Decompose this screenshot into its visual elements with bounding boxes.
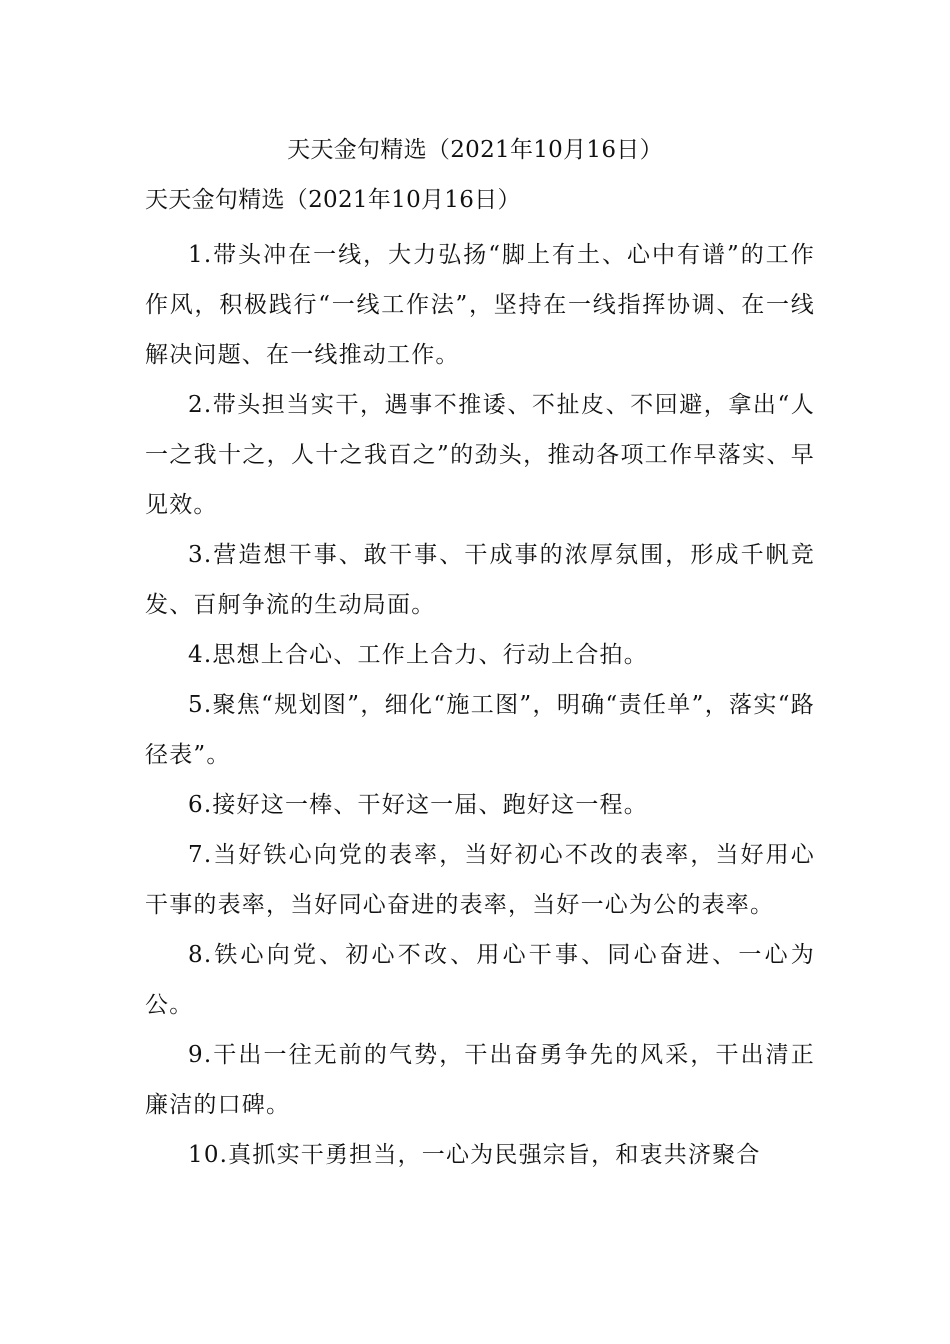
quote-item-2: 2.带头担当实干，遇事不推诿、不扯皮、不回避，拿出“人一之我十之，人十之我百之”的劲头，推动各项工作早落实、早见效。 [145,392,815,518]
quote-item-7: 7.当好铁心向党的表率，当好初心不改的表率，当好用心干事的表率，当好同心奋进的表率，当好一心为公的表率。 [145,842,815,918]
quote-item-8: 8.铁心向党、初心不改、用心干事、同心奋进、一心为公。 [145,942,815,1018]
quote-item-6: 6.接好这一棒、干好这一届、跑好这一程。 [188,792,648,818]
document-title: 天天金句精选（2021年10月16日） [287,137,663,163]
quote-item-1: 1.带头冲在一线，大力弘扬“脚上有土、心中有谱”的工作作风，积极践行“一线工作法”，坚持在一线指挥协调、在一线解决问题、在一线推动工作。 [145,242,815,368]
quote-item-4: 4.思想上合心、工作上合力、行动上合拍。 [188,642,648,668]
quote-item-9: 9.干出一往无前的气势，干出奋勇争先的风采，干出清正廉洁的口碑。 [145,1042,815,1118]
quote-item-5: 5.聚焦“规划图”，细化“施工图”，明确“责任单”，落实“路径表”。 [145,692,815,768]
document-subtitle: 天天金句精选（2021年10月16日） [145,187,521,213]
quote-list [145,230,815,1180]
quote-item-10: 10.真抓实干勇担当，一心为民强宗旨，和衷共济聚合 [188,1142,761,1168]
quote-item-3: 3.营造想干事、敢干事、干成事的浓厚氛围，形成千帆竞发、百舸争流的生动局面。 [145,542,815,618]
